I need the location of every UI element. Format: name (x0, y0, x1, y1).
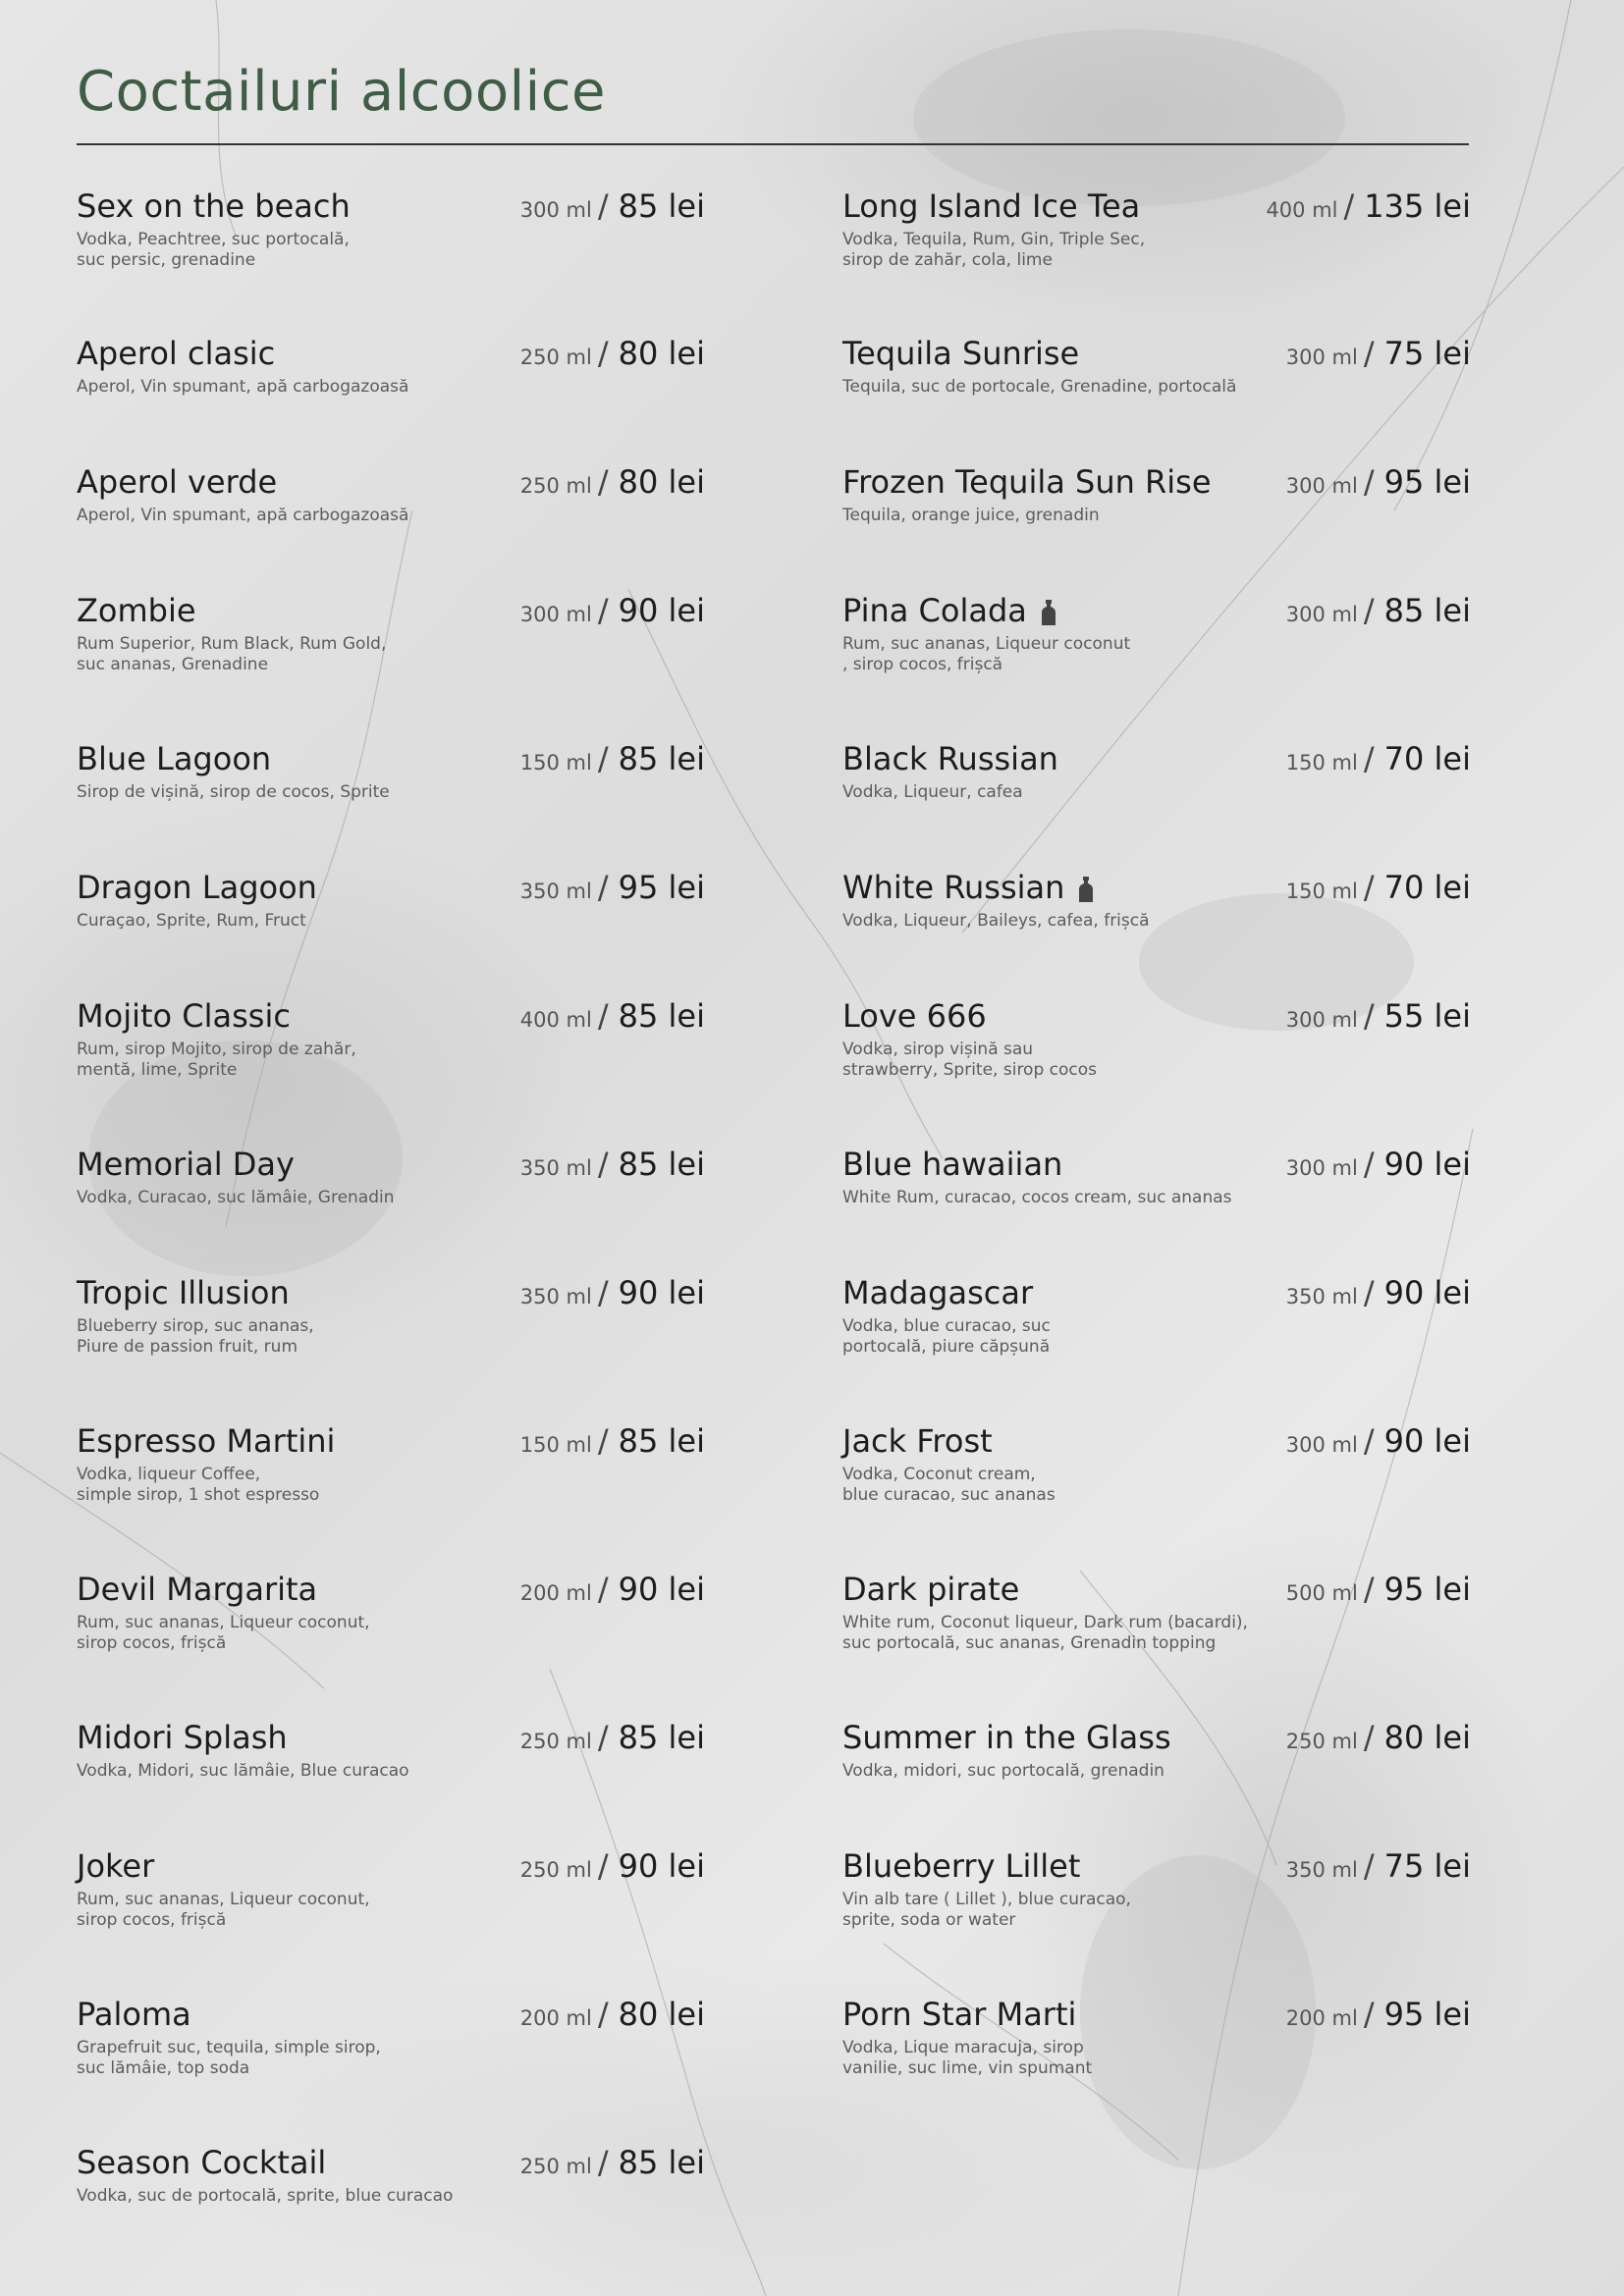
title-divider (77, 143, 1469, 145)
item-name (77, 1718, 288, 1757)
menu-item-header (77, 996, 705, 1036)
menu-item-zombie (77, 591, 705, 675)
price-separator: / (1363, 592, 1375, 629)
item-volume: 200 ml (519, 2006, 592, 2030)
menu-item-header (77, 1273, 705, 1312)
item-description: Aperol, Vin spumant, apă carbogazoasă (77, 377, 409, 397)
item-name (842, 739, 1058, 778)
menu-item-header (77, 187, 705, 226)
menu-item-long-island-ice-tea (842, 187, 1471, 271)
item-price-group (1286, 334, 1471, 379)
item-price-group (520, 868, 705, 913)
item-name (842, 1273, 1033, 1312)
menu-item-header (842, 1846, 1471, 1886)
item-name (842, 187, 1140, 226)
item-price: 90 lei (618, 1274, 705, 1311)
price-separator: / (597, 1571, 609, 1608)
item-name-text: Paloma (77, 1996, 191, 2033)
item-price-group (520, 1145, 705, 1190)
item-name-text: Black Russian (842, 740, 1058, 777)
item-name (77, 591, 196, 630)
menu-item-tropic-illusion (77, 1273, 705, 1358)
item-description: Tequila, orange juice, grenadin (842, 506, 1100, 525)
item-price: 90 lei (618, 1847, 705, 1885)
item-price: 85 lei (618, 1719, 705, 1756)
item-description: Vodka, Peachtree, suc portocală, suc persic, grenadine (77, 230, 350, 270)
item-name-text: Long Island Ice Tea (842, 187, 1141, 225)
item-name (77, 1846, 154, 1886)
item-name-text: Summer in the Glass (842, 1719, 1171, 1756)
item-name-text: Madagascar (842, 1274, 1034, 1311)
item-name-text: Aperol verde (77, 463, 278, 501)
item-name (77, 187, 351, 226)
item-description: Sirop de vișină, sirop de cocos, Sprite (77, 782, 390, 802)
item-name (77, 1995, 191, 2034)
item-description: Rum, suc ananas, Liqueur coconut, sirop cocos, frișcă (77, 1613, 370, 1653)
item-volume: 250 ml (519, 346, 592, 369)
price-separator: / (597, 2144, 609, 2181)
menu-item-summer-in-the-glass (842, 1718, 1471, 1782)
item-price: 90 lei (1383, 1422, 1471, 1460)
item-price: 80 lei (618, 463, 705, 501)
menu-item-header (842, 1145, 1471, 1184)
price-separator: / (597, 869, 609, 906)
item-volume: 200 ml (1285, 2006, 1358, 2030)
item-price: 90 lei (1383, 1146, 1471, 1183)
menu-item-black-russian (842, 739, 1471, 803)
item-volume: 300 ml (1285, 603, 1358, 626)
item-volume: 300 ml (1285, 1156, 1358, 1180)
item-name-text: Porn Star Marti (842, 1996, 1077, 2033)
item-price: 95 lei (1383, 463, 1471, 501)
item-volume: 400 ml (1266, 198, 1338, 222)
item-name-text: Memorial Day (77, 1146, 295, 1183)
item-name (77, 1570, 317, 1609)
item-description: Vodka, liqueur Coffee, simple sirop, 1 shot espresso (77, 1465, 320, 1505)
item-name (842, 1846, 1080, 1886)
menu-item-devil-margarita (77, 1570, 705, 1654)
item-price: 90 lei (1383, 1274, 1471, 1311)
menu-item-espresso-martini (77, 1421, 705, 1506)
item-name (77, 1273, 290, 1312)
menu-item-header (77, 591, 705, 630)
item-description: White Rum, curacao, cocos cream, suc ananas (842, 1188, 1232, 1207)
item-price-group (520, 739, 705, 784)
menu-item-blueberry-lillet (842, 1846, 1471, 1931)
item-name-text: Blue hawaiian (842, 1146, 1063, 1183)
item-volume: 200 ml (519, 1581, 592, 1605)
item-price-group (520, 1995, 705, 2040)
item-description: Vodka, Curacao, suc lămâie, Grenadin (77, 1188, 395, 1207)
menu-item-sex-on-the-beach (77, 187, 705, 271)
item-volume: 250 ml (519, 2155, 592, 2178)
item-volume: 350 ml (519, 880, 592, 903)
price-separator: / (597, 335, 609, 372)
item-name (77, 462, 277, 502)
item-price: 85 lei (618, 1422, 705, 1460)
menu-item-blue-lagoon (77, 739, 705, 803)
item-volume: 250 ml (1285, 1730, 1358, 1753)
menu-item-header (77, 2143, 705, 2182)
menu-item-header (77, 1421, 705, 1461)
item-price-group (1286, 1570, 1471, 1615)
price-separator: / (597, 1274, 609, 1311)
item-name (842, 1570, 1019, 1609)
menu-item-memorial-day (77, 1145, 705, 1208)
price-separator: / (597, 740, 609, 777)
item-volume: 150 ml (1285, 880, 1358, 903)
menu-item-madagascar (842, 1273, 1471, 1358)
bottle-icon (1041, 595, 1056, 634)
price-separator: / (597, 187, 609, 225)
item-price-group (520, 1570, 705, 1615)
item-description: Vodka, Tequila, Rum, Gin, Triple Sec, sirop de zahăr, cola, lime (842, 230, 1146, 270)
item-price: 75 lei (1383, 335, 1471, 372)
item-price: 80 lei (618, 335, 705, 372)
menu-item-header (77, 334, 705, 373)
menu-item-header (77, 1145, 705, 1184)
item-name-text: Mojito Classic (77, 997, 291, 1035)
item-name (77, 996, 291, 1036)
item-name (77, 2143, 326, 2182)
item-name (77, 1145, 295, 1184)
menu-item-mojito-classic (77, 996, 705, 1081)
item-volume: 500 ml (1285, 1581, 1358, 1605)
item-price: 90 lei (618, 1571, 705, 1608)
price-separator: / (1363, 740, 1375, 777)
item-description: Rum, suc ananas, Liqueur coconut , sirop cocos, frișcă (842, 634, 1131, 674)
price-separator: / (1343, 187, 1355, 225)
item-description: White rum, Coconut liqueur, Dark rum (bacardi), suc portocală, suc ananas, Grenadin topping (842, 1613, 1248, 1653)
item-description: Vodka, Liqueur, Baileys, cafea, frișcă (842, 911, 1150, 931)
menu-item-header (842, 1995, 1471, 2034)
item-volume: 300 ml (1285, 1008, 1358, 1032)
price-separator: / (1363, 335, 1375, 372)
item-name-text: Blueberry Lillet (842, 1847, 1081, 1885)
item-name (842, 1718, 1171, 1757)
item-price-group (520, 996, 705, 1041)
menu-item-blue-hawaiian (842, 1145, 1471, 1208)
price-separator: / (1363, 1847, 1375, 1885)
item-name-text: Joker (77, 1847, 155, 1885)
item-name-text: Midori Splash (77, 1719, 288, 1756)
price-separator: / (597, 997, 609, 1035)
item-volume: 350 ml (519, 1156, 592, 1180)
item-price-group (1286, 868, 1471, 913)
item-name-text: Aperol clasic (77, 335, 276, 372)
menu-item-aperol-verde (77, 462, 705, 526)
item-price: 85 lei (618, 997, 705, 1035)
item-name (842, 1995, 1076, 2034)
item-price: 90 lei (618, 592, 705, 629)
menu-item-header (77, 1846, 705, 1886)
item-name-text: Dark pirate (842, 1571, 1020, 1608)
menu-item-header (842, 187, 1471, 226)
item-price: 95 lei (1383, 1571, 1471, 1608)
item-price-group (520, 187, 705, 232)
item-price-group (520, 2143, 705, 2188)
price-separator: / (1363, 1274, 1375, 1311)
price-separator: / (1363, 1719, 1375, 1756)
item-name (77, 868, 317, 907)
menu-item-header (842, 1570, 1471, 1609)
item-description: Vodka, Coconut cream, blue curacao, suc ananas (842, 1465, 1056, 1505)
item-name (77, 739, 271, 778)
item-description: Blueberry sirop, suc ananas, Piure de passion fruit, rum (77, 1316, 314, 1357)
menu-item-jack-frost (842, 1421, 1471, 1506)
menu-item-header (842, 996, 1471, 1036)
item-price-group (520, 462, 705, 507)
price-separator: / (597, 463, 609, 501)
item-description: Rum, suc ananas, Liqueur coconut, sirop cocos, frișcă (77, 1890, 370, 1930)
item-name-text: Espresso Martini (77, 1422, 336, 1460)
item-price-group (520, 1846, 705, 1892)
item-name-text: Sex on the beach (77, 187, 351, 225)
item-volume: 250 ml (519, 1730, 592, 1753)
item-price: 70 lei (1383, 740, 1471, 777)
item-price-group (1286, 1718, 1471, 1763)
item-price-group (1286, 591, 1471, 636)
menu-item-love-666 (842, 996, 1471, 1081)
item-name (842, 1421, 993, 1461)
menu-item-header (842, 462, 1471, 502)
price-separator: / (1363, 1422, 1375, 1460)
menu-item-header (842, 1421, 1471, 1461)
menu-item-joker (77, 1846, 705, 1931)
menu-item-header (77, 1718, 705, 1757)
item-name-text: Love 666 (842, 997, 987, 1035)
item-name (842, 591, 1056, 634)
menu-item-header (842, 591, 1471, 630)
item-name-text: Blue Lagoon (77, 740, 272, 777)
price-separator: / (1363, 1571, 1375, 1608)
item-volume: 300 ml (1285, 474, 1358, 498)
item-name-text: Frozen Tequila Sun Rise (842, 463, 1212, 501)
item-volume: 300 ml (519, 603, 592, 626)
item-price-group (520, 334, 705, 379)
item-price-group (1286, 1145, 1471, 1190)
item-price: 55 lei (1383, 997, 1471, 1035)
item-price-group (520, 591, 705, 636)
menu-item-header (842, 334, 1471, 373)
item-price: 85 lei (1383, 592, 1471, 629)
item-name-text: Devil Margarita (77, 1571, 318, 1608)
item-description: Rum, sirop Mojito, sirop de zahăr, mentă, lime, Sprite (77, 1040, 356, 1080)
item-name (842, 334, 1079, 373)
item-name-text: Zombie (77, 592, 196, 629)
item-volume: 150 ml (1285, 751, 1358, 774)
item-volume: 350 ml (1285, 1858, 1358, 1882)
item-description: Vodka, Liqueur, cafea (842, 782, 1023, 802)
item-description: Vodka, Midori, suc lămâie, Blue curacao (77, 1761, 409, 1781)
bottle-icon (1078, 872, 1094, 911)
item-price: 80 lei (618, 1996, 705, 2033)
menu-item-header (77, 868, 705, 907)
item-price-group (1286, 996, 1471, 1041)
price-separator: / (1363, 463, 1375, 501)
price-separator: / (597, 1146, 609, 1183)
item-volume: 400 ml (519, 1008, 592, 1032)
menu-item-white-russian (842, 868, 1471, 932)
menu-item-dark-pirate (842, 1570, 1471, 1654)
menu-item-header (842, 1273, 1471, 1312)
item-volume: 300 ml (1285, 346, 1358, 369)
item-name (842, 996, 987, 1036)
item-description: Vodka, sirop vișină sau strawberry, Sprite, sirop cocos (842, 1040, 1098, 1080)
item-volume: 150 ml (519, 751, 592, 774)
item-volume: 250 ml (519, 474, 592, 498)
menu-item-header (77, 1995, 705, 2034)
item-price-group (1286, 1273, 1471, 1318)
item-price: 70 lei (1383, 869, 1471, 906)
item-price-group (520, 1718, 705, 1763)
item-description: Grapefruit suc, tequila, simple sirop, suc lămâie, top soda (77, 2038, 381, 2078)
item-price-group (1286, 1421, 1471, 1467)
item-name (842, 1145, 1062, 1184)
item-name-text: Jack Frost (842, 1422, 993, 1460)
item-description: Curaçao, Sprite, Rum, Fruct (77, 911, 306, 931)
item-price: 135 lei (1364, 187, 1471, 225)
menu-item-header (842, 868, 1471, 907)
item-name-text: Season Cocktail (77, 2144, 327, 2181)
item-price-group (1286, 1995, 1471, 2040)
price-separator: / (597, 1847, 609, 1885)
item-price-group (1266, 187, 1471, 232)
item-price: 95 lei (618, 869, 705, 906)
item-description: Vodka, blue curacao, suc portocală, piure căpșună (842, 1316, 1051, 1357)
menu-item-header (77, 1570, 705, 1609)
item-price-group (520, 1273, 705, 1318)
price-separator: / (597, 1719, 609, 1756)
item-name-text: Dragon Lagoon (77, 869, 317, 906)
item-volume: 250 ml (519, 1858, 592, 1882)
item-description: Vodka, Lique maracuja, sirop vanilie, suc lime, vin spumant (842, 2038, 1093, 2078)
item-description: Vodka, suc de portocală, sprite, blue curacao (77, 2186, 454, 2206)
item-name-text: White Russian (842, 869, 1065, 906)
menu-item-aperol-clasic (77, 334, 705, 398)
item-description: Aperol, Vin spumant, apă carbogazoasă (77, 506, 409, 525)
item-price: 95 lei (1383, 1996, 1471, 2033)
item-name-text: Tropic Illusion (77, 1274, 290, 1311)
menu-item-header (842, 1718, 1471, 1757)
item-price: 85 lei (618, 187, 705, 225)
price-separator: / (1363, 1996, 1375, 2033)
item-price: 80 lei (1383, 1719, 1471, 1756)
item-price: 75 lei (1383, 1847, 1471, 1885)
item-description: Tequila, suc de portocale, Grenadine, portocală (842, 377, 1237, 397)
menu-item-dragon-lagoon (77, 868, 705, 932)
menu-item-header (77, 462, 705, 502)
item-volume: 300 ml (1285, 1433, 1358, 1457)
price-separator: / (597, 1996, 609, 2033)
item-price: 85 lei (618, 740, 705, 777)
item-volume: 150 ml (519, 1433, 592, 1457)
item-price: 85 lei (618, 2144, 705, 2181)
page-title: Coctailuri alcoolice (77, 60, 606, 124)
item-price: 85 lei (618, 1146, 705, 1183)
item-price-group (520, 1421, 705, 1467)
item-volume: 350 ml (1285, 1285, 1358, 1308)
item-volume: 350 ml (519, 1285, 592, 1308)
menu-item-tequila-sunrise (842, 334, 1471, 398)
menu-item-header (77, 739, 705, 778)
item-name (77, 334, 275, 373)
price-separator: / (1363, 1146, 1375, 1183)
item-description: Rum Superior, Rum Black, Rum Gold, suc ananas, Grenadine (77, 634, 387, 674)
menu-item-paloma (77, 1995, 705, 2079)
price-separator: / (597, 592, 609, 629)
item-description: Vodka, midori, suc portocală, grenadin (842, 1761, 1164, 1781)
menu-item-pina-colada (842, 591, 1471, 675)
item-name (842, 462, 1212, 502)
item-volume: 300 ml (519, 198, 592, 222)
price-separator: / (1363, 997, 1375, 1035)
menu-item-porn-star-marti (842, 1995, 1471, 2079)
menu-item-midori-splash (77, 1718, 705, 1782)
menu-item-season-cocktail (77, 2143, 705, 2207)
item-price-group (1286, 739, 1471, 784)
item-name-text: Pina Colada (842, 592, 1027, 629)
item-name (77, 1421, 335, 1461)
menu-item-frozen-tequila-sun-rise (842, 462, 1471, 526)
item-price-group (1286, 1846, 1471, 1892)
item-name-text: Tequila Sunrise (842, 335, 1080, 372)
price-separator: / (1363, 869, 1375, 906)
price-separator: / (597, 1422, 609, 1460)
item-description: Vin alb tare ( Lillet ), blue curacao, sprite, soda or water (842, 1890, 1131, 1930)
item-name (842, 868, 1094, 911)
menu-item-header (842, 739, 1471, 778)
item-price-group (1286, 462, 1471, 507)
